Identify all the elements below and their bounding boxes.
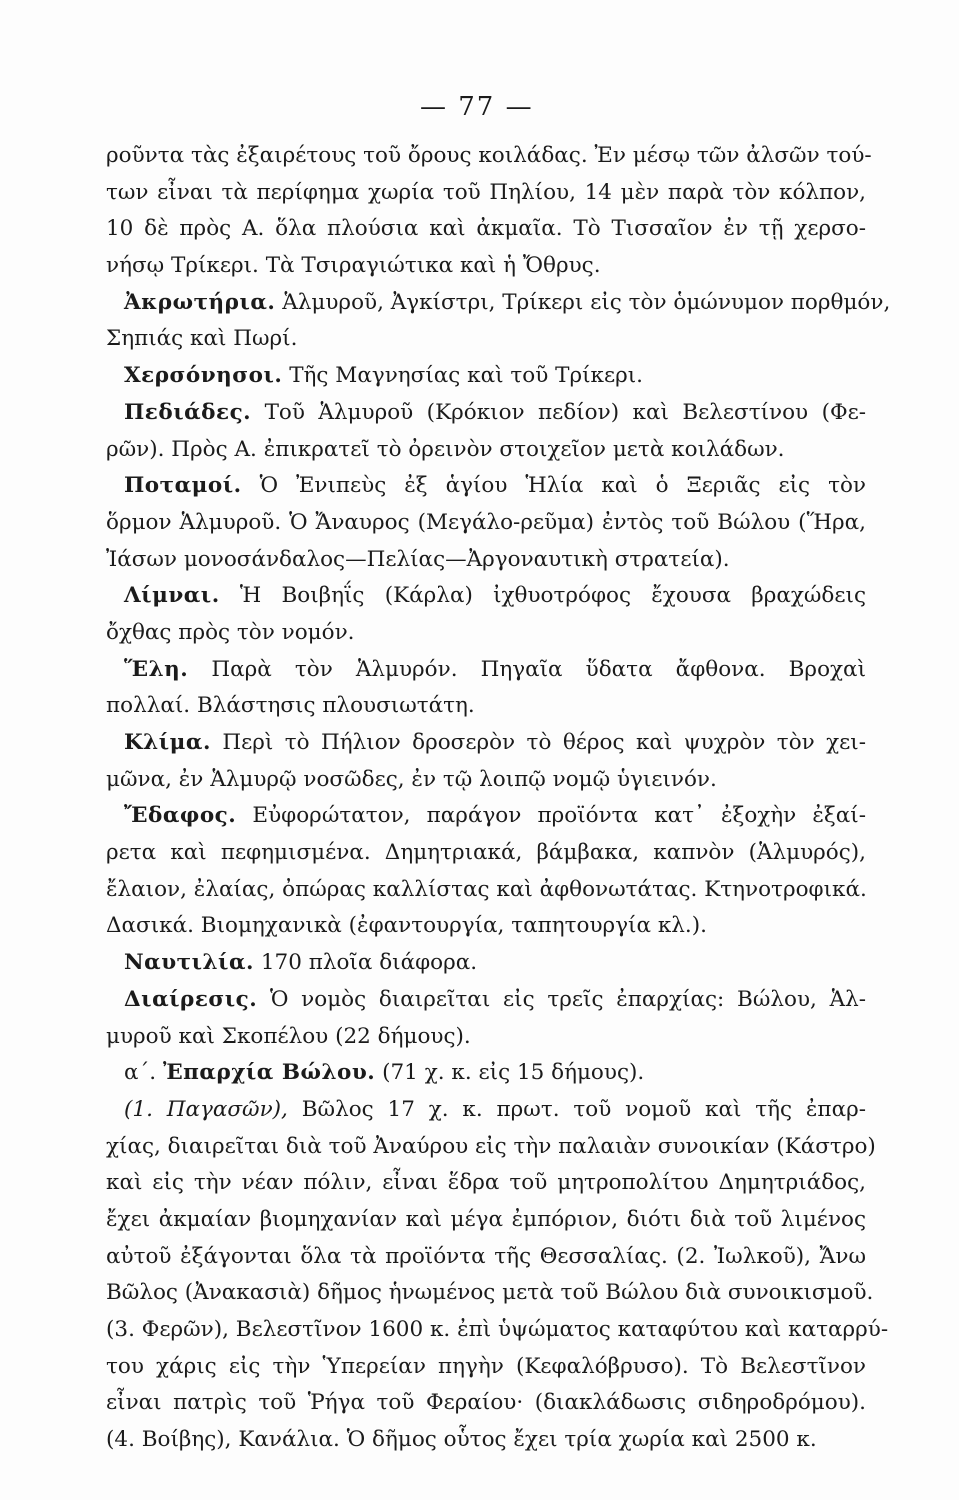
body-text bbox=[106, 138, 891, 1459]
line-text: Βῶλος (Ἀνακασιὰ) δῆμος ἡνωμένος μετὰ τοῦ Βώλου διὰ συνοικισμοῦ. bbox=[106, 1280, 874, 1306]
line-text: (4. Βοίβης), Κανάλια. Ὁ δῆμος οὗτος ἔχει τρία χωρία καὶ 2500 κ. bbox=[106, 1427, 817, 1453]
text-line bbox=[106, 725, 866, 762]
section-heading: Ἕλη. bbox=[124, 656, 189, 682]
text-line bbox=[106, 1275, 874, 1312]
line-text: ροῦντα τὰς ἐξαιρέτους τοῦ ὄρους κοιλάδας. Ἐν μέσῳ τῶν ἀλσῶν τού- bbox=[106, 143, 872, 168]
text-line bbox=[106, 1092, 866, 1129]
line-text: του χάρις εἰς τὴν Ὑπερείαν πηγὴν (Κεφαλόβρυσο). Τὸ Βελεστῖνον bbox=[106, 1353, 866, 1379]
line-text: 10 δὲ πρὸς Α. ὅλα πλούσια καὶ ἀκμαῖα. Τὸ Τισσαῖον ἐν τῇ χερσο- bbox=[106, 216, 866, 242]
line-text: των εἶναι τὰ περίφημα χωρία τοῦ Πηλίου, 14 μὲν παρὰ τὸν κόλπον, bbox=[106, 179, 866, 205]
line-text: ἔχει ἀκμαίαν βιομηχανίαν καὶ μέγα ἐμπόριον, διότι διὰ τοῦ λιμένος bbox=[106, 1206, 866, 1232]
line-text: Δασικά. Βιομηχανικὰ (ἐφαντουργία, ταπητουργία κλ.). bbox=[106, 913, 707, 939]
line-text: πολλαί. Βλάστησις πλουσιωτάτη. bbox=[106, 693, 475, 719]
text-line bbox=[106, 688, 866, 725]
text-line bbox=[106, 908, 866, 945]
line-text: (71 χ. κ. εἰς 15 δήμους). bbox=[375, 1060, 645, 1086]
text-line bbox=[106, 945, 866, 982]
text-line bbox=[106, 505, 866, 542]
text-line bbox=[106, 468, 866, 505]
line-text: ρετα καὶ πεφημισμένα. Δημητριακά, βάμβακα, καπνὸν (Ἁλμυρός), bbox=[106, 840, 866, 866]
line-text: ὄχθας πρὸς τὸν νομόν. bbox=[106, 619, 355, 645]
line-text: (3. Φερῶν), Βελεστῖνον 1600 κ. ἐπὶ ὑψώματος καταφύτου καὶ καταρρύ- bbox=[106, 1317, 889, 1342]
text-line bbox=[106, 1385, 866, 1422]
text-line bbox=[106, 248, 866, 285]
text-line bbox=[106, 652, 866, 689]
line-text: μυροῦ καὶ Σκοπέλου (22 δήμους). bbox=[106, 1023, 471, 1049]
section-heading: Κλίμα. bbox=[124, 730, 211, 755]
text-line bbox=[106, 982, 866, 1019]
line-text: Βῶλος 17 χ. κ. πρωτ. τοῦ νομοῦ καὶ τῆς ἐπαρ- bbox=[301, 1096, 866, 1122]
line-text: νήσῳ Τρίκερι. Τὰ Τσιραγιώτικα καὶ ἡ Ὄθρυς. bbox=[106, 253, 601, 279]
text-line bbox=[106, 395, 866, 432]
line-text: Περὶ τὸ Πήλιον δροσερὸν τὸ θέρος καὶ ψυχρὸν τὸν χει- bbox=[210, 730, 866, 755]
line-text: 170 πλοῖα διάφορα. bbox=[254, 950, 478, 976]
line-text: εἶναι πατρὶς τοῦ Ῥήγα τοῦ Φεραίου· (διακλάδωσις σιδηροδρόμου). bbox=[106, 1390, 866, 1416]
text-line bbox=[106, 835, 866, 872]
section-heading: Διαίρεσις. bbox=[124, 986, 258, 1012]
text-line bbox=[106, 1165, 866, 1202]
line-text: αὐτοῦ ἐξάγονται ὅλα τὰ προϊόντα τῆς Θεσσαλίας. (2. Ἰωλκοῦ), Ἄνω bbox=[106, 1243, 866, 1269]
text-line bbox=[106, 798, 866, 835]
line-text: Ἁλμυροῦ, Ἀγκίστρι, Τρίκερι εἰς τὸν ὁμώνυμον πορθμόν, bbox=[275, 289, 891, 315]
text-line bbox=[106, 1239, 866, 1276]
text-line bbox=[106, 432, 866, 469]
text-line bbox=[106, 615, 866, 652]
line-text: χίας, διαιρεῖται διὰ τοῦ Ἀναύρου εἰς τὴν παλαιὰν συνοικίαν (Κάστρο) bbox=[106, 1133, 876, 1159]
line-text: Ἰάσων μονοσάνδαλος—Πελίας—Ἀργοναυτικὴ στρατεία). bbox=[106, 546, 730, 572]
section-heading: Πεδιάδες. bbox=[124, 399, 252, 425]
line-text: ὅρμον Ἁλμυροῦ. Ὁ Ἄναυρος (Μεγάλο-ρεῦμα) ἐντὸς τοῦ Βώλου (Ἥρα, bbox=[106, 509, 866, 535]
line-text: ἔλαιον, ἐλαίας, ὀπώρας καλλίστας καὶ ἀφθονωτάτας. Κτηνοτροφικά. bbox=[106, 876, 867, 902]
text-line bbox=[106, 285, 891, 322]
text-line bbox=[106, 1312, 889, 1349]
line-text: Παρὰ τὸν Ἁλμυρόν. Πηγαῖα ὕδατα ἄφθονα. Βροχαὶ bbox=[188, 656, 866, 682]
line-text: Τοῦ Ἁλμυροῦ (Κρόκιον πεδίον) καὶ Βελεστίνου (Φε- bbox=[251, 399, 866, 425]
section-heading: Χερσόνησοι. bbox=[124, 363, 283, 389]
text-line bbox=[106, 211, 866, 248]
text-line bbox=[106, 321, 866, 358]
text-line bbox=[106, 542, 866, 579]
text-line bbox=[106, 1055, 866, 1092]
text-line bbox=[106, 358, 866, 395]
line-text: Εὐφορώτατον, παράγον προϊόντα κατ᾽ ἐξοχὴν ἐξαί- bbox=[236, 803, 866, 829]
text-line bbox=[106, 1422, 866, 1459]
line-text: καὶ εἰς τὴν νέαν πόλιν, εἶναι ἕδρα τοῦ μητροπολίτου Δημητριάδος, bbox=[106, 1170, 866, 1196]
text-line bbox=[106, 578, 866, 615]
text-line bbox=[106, 1202, 866, 1239]
line-text: Σηπιάς καὶ Πωρί. bbox=[106, 326, 298, 352]
line-text: Τῆς Μαγνησίας καὶ τοῦ Τρίκερι. bbox=[282, 363, 643, 389]
line-text: Ὁ νομὸς διαιρεῖται εἰς τρεῖς ἐπαρχίας: Βώλου, Ἁλ- bbox=[257, 986, 866, 1012]
text-line bbox=[106, 1129, 876, 1166]
line-text: μῶνα, ἐν Ἁλμυρῷ νοσῶδες, ἐν τῷ λοιπῷ νομῷ ὑγιεινόν. bbox=[106, 766, 717, 792]
text-line bbox=[106, 175, 866, 212]
line-prefix: α΄. bbox=[124, 1060, 163, 1086]
page-number: — 77 — bbox=[420, 92, 534, 122]
section-heading: Ἔδαφος. bbox=[124, 803, 237, 829]
text-line bbox=[106, 1349, 866, 1386]
line-text: Ὁ Ἐνιπεὺς ἐξ ἁγίου Ἡλία καὶ ὁ Ξεριᾶς εἰς τὸν bbox=[241, 473, 866, 499]
text-line bbox=[106, 1019, 866, 1056]
line-text: ρῶν). Πρὸς Α. ἐπικρατεῖ τὸ ὀρεινὸν στοιχεῖον μετὰ κοιλάδων. bbox=[106, 436, 785, 462]
section-heading: Ναυτιλία. bbox=[124, 950, 254, 976]
line-text: Ἡ Βοιβηΐς (Κάρλα) ἰχθυοτρόφος ἔχουσα βραχώδεις bbox=[219, 583, 866, 609]
section-heading: Ἐπαρχία Βώλου. bbox=[162, 1060, 376, 1086]
text-line bbox=[106, 872, 866, 909]
text-line bbox=[106, 762, 866, 799]
section-heading: Λίμναι. bbox=[124, 583, 220, 609]
line-prefix: (1. Παγασῶν), bbox=[124, 1096, 302, 1122]
section-heading: Ποταμοί. bbox=[124, 473, 242, 499]
section-heading: Ἀκρωτήρια. bbox=[124, 289, 276, 315]
text-line bbox=[106, 138, 872, 175]
